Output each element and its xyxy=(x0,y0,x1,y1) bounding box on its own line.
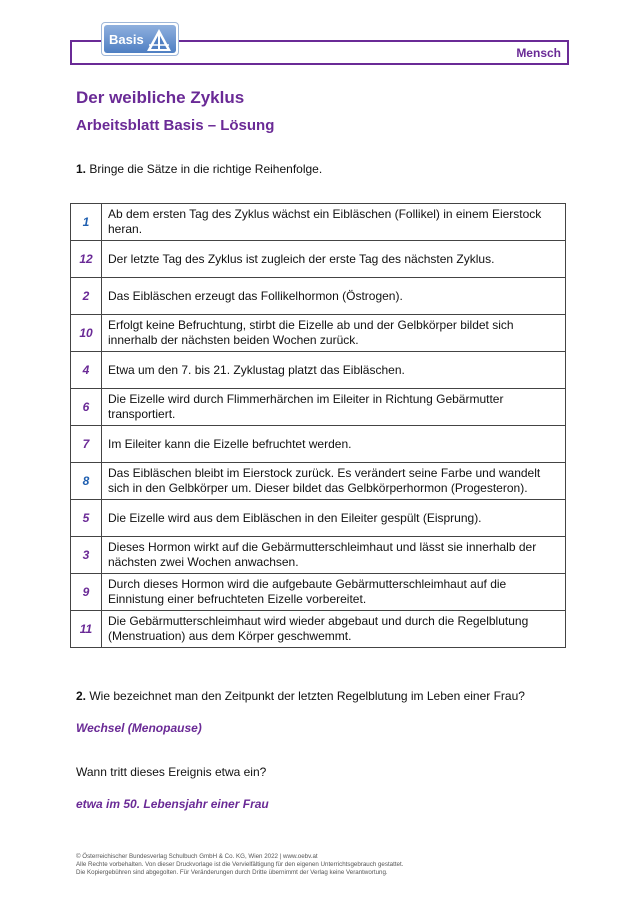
question-2 xyxy=(76,689,525,703)
step-text: Durch dieses Hormon wird die aufgebaute Gebärmutterschleimhaut auf die Einnistung einer befruchteten Eizelle vorbereitet. xyxy=(102,574,566,611)
table-row xyxy=(71,537,566,574)
step-number: 4 xyxy=(71,352,102,389)
table-row xyxy=(71,611,566,648)
page-subtitle: Arbeitsblatt Basis – Lösung xyxy=(76,117,275,134)
step-number: 2 xyxy=(71,278,102,315)
question-3: Wann tritt dieses Ereignis etwa ein? xyxy=(76,765,267,779)
step-number: 5 xyxy=(71,500,102,537)
table-row xyxy=(71,463,566,500)
step-number: 10 xyxy=(71,315,102,352)
question-1-text: Bringe die Sätze in die richtige Reihenfolge. xyxy=(89,162,323,176)
table-row xyxy=(71,426,566,463)
triangle-logo-icon xyxy=(145,27,173,53)
footer-line: © Österreichischer Bundesverlag Schulbuch GmbH & Co. KG, Wien 2022 | www.oebv.at xyxy=(76,853,318,860)
step-text: Etwa um den 7. bis 21. Zyklustag platzt das Eibläschen. xyxy=(102,352,566,389)
footer-line: Alle Rechte vorbehalten. Von dieser Druckvorlage ist die Vervielfältigung für den eigenen Unterrichtsgebrauch gestattet. xyxy=(76,861,404,868)
step-number: 6 xyxy=(71,389,102,426)
subject-label: Mensch xyxy=(516,46,561,60)
copyright-footer xyxy=(76,853,403,877)
step-text: Ab dem ersten Tag des Zyklus wächst ein Eibläschen (Follikel) in einem Eierstock heran. xyxy=(102,204,566,241)
step-text: Das Eibläschen bleibt im Eierstock zurück. Es verändert seine Farbe und wandelt sich in den Gelbkörper um. Dieser bildet das Gelbkörperhormon (Progesteron). xyxy=(102,463,566,500)
step-number: 9 xyxy=(71,574,102,611)
step-text: Der letzte Tag des Zyklus ist zugleich der erste Tag des nächsten Zyklus. xyxy=(102,241,566,278)
footer-line: Die Kopiergebühren sind abgegolten. Für Veränderungen durch Dritte übernimmt der Verlag keine Verantwortung. xyxy=(76,869,388,876)
step-number: 11 xyxy=(71,611,102,648)
question-2-number: 2. xyxy=(76,689,87,703)
step-number: 12 xyxy=(71,241,102,278)
question-1 xyxy=(76,162,322,176)
step-text: Die Gebärmutterschleimhaut wird wieder abgebaut und durch die Regelblutung (Menstruation) aus dem Körper geschwemmt. xyxy=(102,611,566,648)
page-title: Der weibliche Zyklus xyxy=(76,88,245,107)
table-row xyxy=(71,278,566,315)
step-number: 1 xyxy=(71,204,102,241)
question-1-number: 1. xyxy=(76,162,87,176)
table-row xyxy=(71,315,566,352)
table-row xyxy=(71,389,566,426)
logo-text: Basis xyxy=(109,32,144,47)
table-row xyxy=(71,500,566,537)
sequence-table xyxy=(70,203,566,648)
answer-2: Wechsel (Menopause) xyxy=(76,721,202,735)
answer-3: etwa im 50. Lebensjahr einer Frau xyxy=(76,797,269,811)
table-row xyxy=(71,352,566,389)
step-text: Die Eizelle wird durch Flimmerhärchen im Eileiter in Richtung Gebärmutter transportiert. xyxy=(102,389,566,426)
step-text: Das Eibläschen erzeugt das Follikelhormon (Östrogen). xyxy=(102,278,566,315)
step-text: Dieses Hormon wirkt auf die Gebärmutterschleimhaut und lässt sie innerhalb der nächsten zwei Wochen anwachsen. xyxy=(102,537,566,574)
table-row xyxy=(71,574,566,611)
table-row xyxy=(71,241,566,278)
table-row xyxy=(71,204,566,241)
step-number: 8 xyxy=(71,463,102,500)
step-text: Die Eizelle wird aus dem Eibläschen in den Eileiter gespült (Eisprung). xyxy=(102,500,566,537)
step-text: Im Eileiter kann die Eizelle befruchtet werden. xyxy=(102,426,566,463)
step-text: Erfolgt keine Befruchtung, stirbt die Eizelle ab und der Gelbkörper bildet sich innerhalb der nächsten beiden Wochen zurück. xyxy=(102,315,566,352)
step-number: 7 xyxy=(71,426,102,463)
basis-logo xyxy=(101,22,179,56)
step-number: 3 xyxy=(71,537,102,574)
question-2-text: Wie bezeichnet man den Zeitpunkt der letzten Regelblutung im Leben einer Frau? xyxy=(89,689,525,703)
